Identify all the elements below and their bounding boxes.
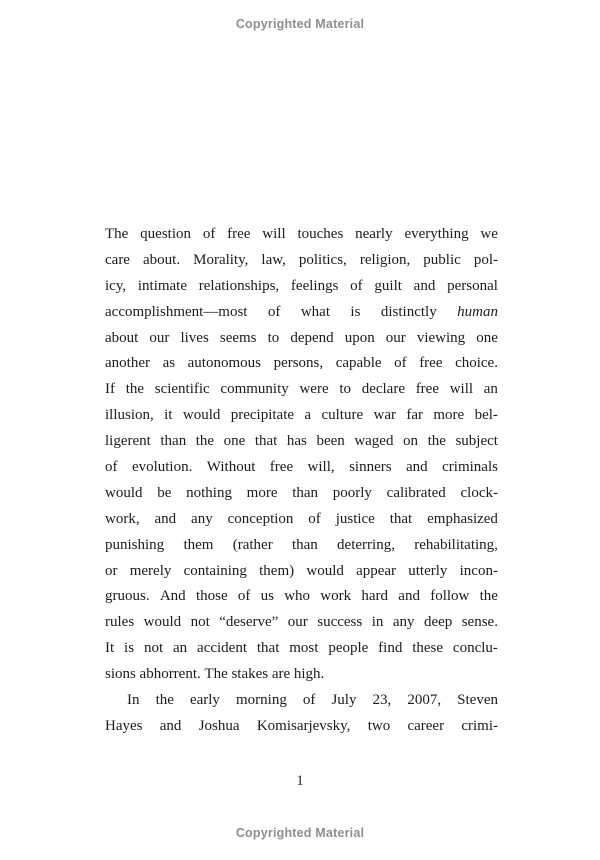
word: precipitate: [230, 407, 295, 424]
word: people: [328, 640, 369, 657]
word: has: [286, 433, 307, 450]
word: choice.: [455, 355, 498, 372]
word: that: [254, 433, 278, 450]
body-text: [105, 222, 498, 740]
word: are: [271, 666, 291, 683]
word: free: [415, 381, 439, 398]
word: success: [317, 614, 363, 631]
word: stakes: [231, 666, 269, 683]
word: will,: [307, 459, 335, 476]
word: of: [394, 355, 407, 372]
word: justice: [335, 510, 375, 527]
word: deep: [423, 614, 453, 631]
word: morning: [236, 692, 287, 709]
word: sinners: [349, 459, 392, 476]
word: nothing: [186, 484, 232, 501]
word: rehabilitating,: [414, 536, 498, 553]
text-line: [105, 688, 498, 714]
word: who: [284, 588, 311, 605]
word: of: [267, 303, 281, 320]
word: Without: [206, 459, 256, 476]
word: conception: [227, 510, 294, 527]
word: 23,: [372, 692, 392, 709]
text-line: [105, 636, 498, 662]
word: punishing: [105, 536, 165, 553]
word: and: [406, 459, 428, 476]
word: bel-: [474, 407, 498, 424]
word: our: [385, 329, 406, 346]
text-line: [105, 326, 498, 352]
word: It: [105, 640, 115, 657]
word: persons,: [273, 355, 324, 372]
word: work,: [105, 510, 140, 527]
word: us: [260, 588, 274, 605]
word: politics,: [298, 251, 347, 268]
word: our: [149, 329, 170, 346]
word: scientific: [154, 381, 210, 398]
word: the: [427, 433, 446, 450]
word: about.: [143, 251, 181, 268]
word: intimate: [137, 277, 188, 294]
word: nearly: [355, 226, 393, 242]
word: touches: [297, 226, 344, 242]
word: guilt: [374, 277, 402, 294]
word: icy,: [105, 277, 127, 294]
word: of: [350, 277, 363, 294]
word: containing: [183, 562, 247, 579]
word: subject: [455, 433, 498, 450]
word: those: [195, 588, 228, 605]
word: another: [105, 355, 150, 372]
word: the: [195, 433, 215, 450]
word: them): [259, 562, 295, 579]
word: of: [237, 588, 251, 605]
word: public: [423, 251, 461, 268]
word: (rather: [232, 536, 273, 553]
word: merely: [129, 562, 172, 579]
word: feelings: [290, 277, 339, 294]
text-line: [105, 274, 498, 300]
word: any: [191, 510, 213, 527]
text-line: [105, 222, 498, 248]
word: that: [256, 640, 280, 657]
word: incon-: [459, 562, 498, 579]
word: to: [267, 329, 280, 346]
word: community: [220, 381, 289, 398]
text-line: [105, 351, 498, 377]
text-line: [105, 248, 498, 274]
word: abhorrent.: [139, 666, 201, 683]
word: declare: [361, 381, 405, 398]
word: human: [457, 303, 498, 320]
word: sense.: [461, 614, 498, 631]
word: were: [299, 381, 329, 398]
word: personal: [447, 277, 498, 294]
word: July: [331, 692, 357, 709]
word: The: [105, 226, 129, 242]
word: “deserve”: [219, 614, 279, 631]
word: Morality,: [193, 251, 249, 268]
word: early: [189, 692, 220, 709]
word: one: [476, 329, 498, 346]
word: utterly: [408, 562, 448, 579]
word: an: [483, 381, 498, 398]
word: far: [406, 407, 424, 424]
word: law,: [261, 251, 286, 268]
word: Joshua: [198, 717, 240, 734]
word: would: [182, 407, 221, 424]
word: it: [164, 407, 173, 424]
word: or: [105, 562, 118, 579]
word: what: [300, 303, 330, 320]
word: will: [449, 381, 474, 398]
word: relationships,: [198, 277, 280, 294]
word: care: [105, 251, 130, 268]
word: find: [378, 640, 403, 657]
text-line: [105, 559, 498, 585]
word: would: [143, 614, 182, 631]
word: these: [412, 640, 444, 657]
word: accident: [197, 640, 247, 657]
word: an: [172, 640, 188, 657]
text-line: [105, 714, 498, 740]
text-line: [105, 481, 498, 507]
text-line: [105, 429, 498, 455]
word: criminals: [442, 459, 498, 476]
word: viewing: [416, 329, 466, 346]
word: upon: [344, 329, 375, 346]
word: crimi-: [461, 717, 498, 734]
word: sions: [105, 666, 136, 683]
text-line: [105, 403, 498, 429]
word: autonomous: [187, 355, 261, 372]
text-line: [105, 533, 498, 559]
word: Hayes: [105, 717, 143, 734]
word: the: [155, 692, 174, 709]
word: clock-: [460, 484, 498, 501]
word: distinctly: [380, 303, 437, 320]
word: accomplishment—most: [105, 303, 248, 320]
word: be: [157, 484, 172, 501]
word: conclu-: [452, 640, 498, 657]
word: one: [223, 433, 246, 450]
copyright-notice-bottom: Copyrighted Material: [235, 826, 365, 840]
word: more: [433, 407, 465, 424]
word: them: [183, 536, 214, 553]
word: question: [140, 226, 191, 242]
text-line: [105, 300, 498, 326]
word: seems: [219, 329, 257, 346]
word: we: [480, 226, 498, 242]
word: and: [398, 588, 420, 605]
word: to: [339, 381, 351, 398]
word: than: [291, 536, 318, 553]
word: and: [413, 277, 436, 294]
page-number: 1: [296, 773, 304, 789]
word: as: [162, 355, 176, 372]
word: The: [204, 666, 228, 683]
word: work: [320, 588, 352, 605]
word: any: [392, 614, 415, 631]
word: of: [302, 692, 316, 709]
word: deterring,: [337, 536, 395, 553]
word: And: [159, 588, 186, 605]
word: is: [350, 303, 361, 320]
word: In: [127, 692, 140, 709]
word: of: [308, 510, 321, 527]
word: career: [407, 717, 445, 734]
word: would: [105, 484, 143, 501]
word: most: [289, 640, 319, 657]
word: 2007,: [407, 692, 442, 709]
text-line: [105, 610, 498, 636]
text-line: [105, 584, 498, 610]
word: appear: [356, 562, 397, 579]
word: than: [292, 484, 319, 501]
word: culture: [321, 407, 364, 424]
word: and: [154, 510, 177, 527]
word: than: [160, 433, 187, 450]
word: free: [269, 459, 294, 476]
word: our: [287, 614, 308, 631]
word: evolution.: [131, 459, 193, 476]
word: emphasized: [427, 510, 498, 527]
word: not: [190, 614, 210, 631]
word: would: [306, 562, 344, 579]
word: Steven: [457, 692, 498, 709]
word: everything: [404, 226, 469, 242]
word: more: [246, 484, 278, 501]
word: the: [125, 381, 145, 398]
word: of: [105, 459, 118, 476]
word: that: [389, 510, 413, 527]
text-line: [105, 507, 498, 533]
word: ligerent: [105, 433, 151, 450]
word: war: [373, 407, 396, 424]
word: religion,: [359, 251, 411, 268]
word: the: [479, 588, 498, 605]
word: will: [262, 226, 286, 242]
word: two: [367, 717, 391, 734]
word: not: [143, 640, 164, 657]
word: gruous.: [105, 588, 150, 605]
copyright-notice-top: Copyrighted Material: [235, 17, 365, 31]
word: If: [105, 381, 115, 398]
word: rules: [105, 614, 135, 631]
word: depend: [290, 329, 334, 346]
word: free: [227, 226, 251, 242]
word: and: [159, 717, 182, 734]
word: follow: [430, 588, 470, 605]
word: calibrated: [386, 484, 446, 501]
word: lives: [180, 329, 209, 346]
word: waged: [354, 433, 394, 450]
word: in: [371, 614, 384, 631]
word: is: [124, 640, 135, 657]
word: about: [105, 329, 139, 346]
word: hard: [361, 588, 389, 605]
word: pol-: [473, 251, 498, 268]
word: on: [403, 433, 419, 450]
word: poorly: [332, 484, 372, 501]
word: a: [304, 407, 312, 424]
word: capable: [335, 355, 382, 372]
word: free: [419, 355, 443, 372]
word: Komisarjevsky,: [256, 717, 351, 734]
text-line: [105, 377, 498, 403]
text-line: [105, 455, 498, 481]
text-line: [105, 662, 498, 688]
word: illusion,: [105, 407, 154, 424]
word: high.: [293, 666, 325, 683]
word: been: [316, 433, 345, 450]
word: of: [202, 226, 216, 242]
